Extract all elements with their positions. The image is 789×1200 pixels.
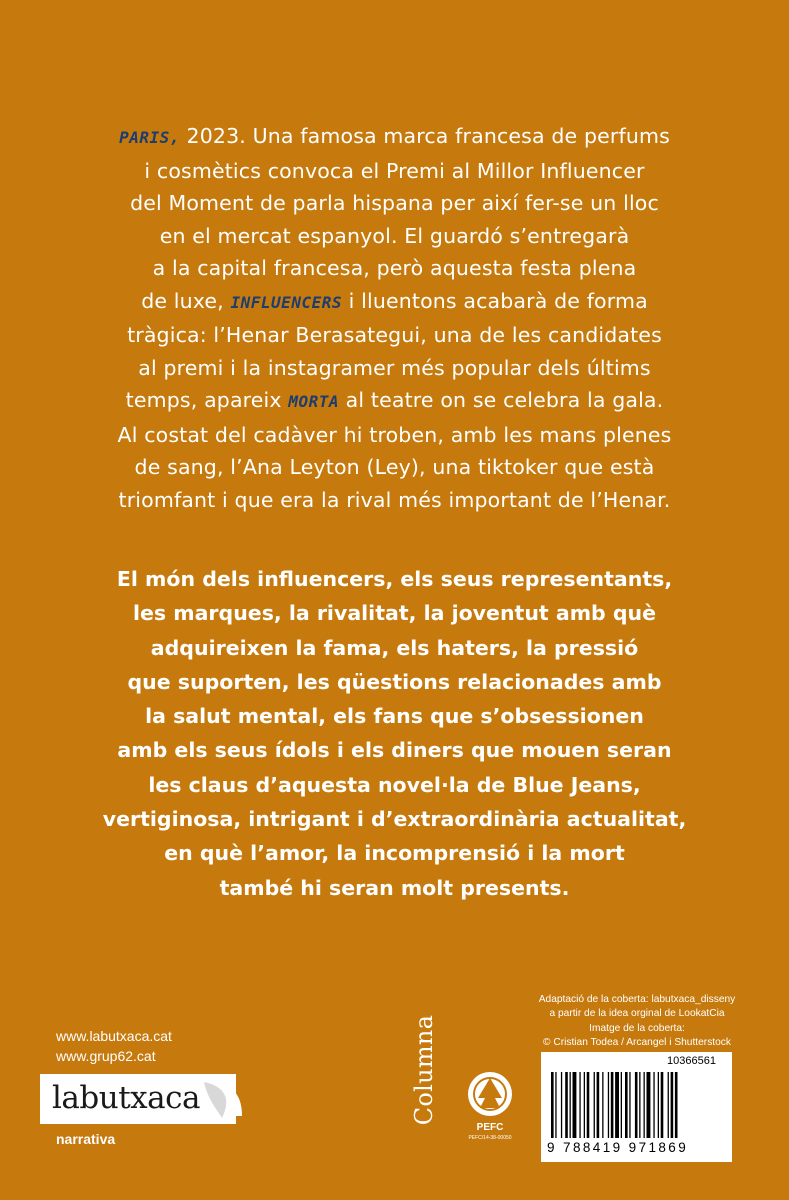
barcode-bar	[675, 1072, 678, 1138]
barcode-bar	[579, 1072, 580, 1138]
website-grup62: www.grup62.cat	[56, 1048, 156, 1064]
credit-line: Adaptació de la coberta: labutxaca_disseny	[538, 994, 736, 1005]
credit-line: © Cristian Todea / Arcangel i Shutterstock	[543, 1037, 731, 1049]
collection-label: narrativa	[56, 1131, 116, 1147]
barcode-bar	[621, 1072, 622, 1138]
website-links	[56, 1026, 172, 1066]
logo-wordmark: labutxaca	[52, 1080, 200, 1116]
barcode-bar	[551, 1072, 554, 1138]
blurb-line: tràgica: l’Henar Berasategui, una de les candidates	[127, 323, 662, 347]
summary-line: les marques, la rivalitat, la joventut amb què	[132, 601, 657, 626]
barcode-bar	[653, 1072, 654, 1138]
isbn-number: 9 788419 971869	[547, 1140, 689, 1155]
summary-line: també hi seran molt presents.	[219, 875, 570, 900]
barcode-bar	[615, 1072, 619, 1138]
blurb-line: temps, apareix MORTA al teatre on se celebra la gala.	[125, 388, 664, 412]
barcode-bar	[661, 1072, 664, 1138]
cover-credits	[506, 993, 768, 1051]
summary-line: la salut mental, els fans que s’obsessionen	[145, 704, 644, 729]
credit-line: Imatge de la coberta:	[589, 1022, 685, 1034]
barcode-bar	[587, 1072, 590, 1138]
barcode-bar	[644, 1072, 645, 1138]
summary-line: adquireixen la fama, els haters, la pressió	[150, 635, 639, 660]
summary-line: El món dels influencers, els seus representants,	[116, 567, 673, 591]
highlight-word: MORTA	[288, 392, 340, 411]
blurb-line: Al costat del cadàver hi troben, amb les mans plenes	[117, 422, 672, 447]
summary-line: que suporten, les qüestions relacionades amb	[127, 669, 662, 694]
credit-line: a partir de la idea orginal de LookatCia	[549, 1008, 725, 1020]
pefc-logo-icon	[466, 1068, 514, 1120]
blurb-line: en el mercat espanyol. El guardó s’entregarà	[159, 223, 630, 248]
publisher-logo	[404, 1000, 444, 1140]
blurb-line: de sang, l’Ana Leyton (Ley), una tiktoker que està	[134, 455, 655, 479]
barcode-bar	[671, 1072, 674, 1138]
barcode-bar	[565, 1072, 568, 1138]
barcode-bar	[658, 1072, 659, 1138]
barcode-bar	[602, 1072, 603, 1138]
blurb-line: de luxe, INFLUENCERS i lluentons acabarà de forma	[141, 288, 648, 313]
barcode-bar	[668, 1072, 669, 1138]
barcode-bar	[561, 1072, 562, 1138]
barcode	[541, 1052, 732, 1162]
blurb-line: al premi i la instagramer més popular dels últims	[138, 355, 651, 380]
summary	[60, 562, 729, 905]
blurb-line: a la capital francesa, però aquesta festa plena	[152, 256, 637, 280]
blurb-line: i cosmètics convoca el Premi al Millor Influencer	[144, 158, 645, 183]
barcode-bar	[635, 1072, 638, 1138]
barcode-bar	[647, 1072, 651, 1138]
summary-line: vertiginosa, intrigant i d’extraordinària actualitat,	[102, 807, 687, 832]
barcode-bar	[608, 1072, 609, 1138]
barcode-bar	[584, 1072, 585, 1138]
barcode-bar	[629, 1072, 630, 1138]
website-labutxaca: www.labutxaca.cat	[56, 1028, 172, 1044]
highlight-word: INFLUENCERS	[230, 292, 342, 312]
highlight-word: PARIS,	[119, 128, 180, 147]
barcode-bar	[597, 1072, 600, 1138]
pefc-code: PEFC/14-38-00050	[468, 1135, 512, 1141]
barcode-bar	[570, 1072, 571, 1138]
pefc-label: PEFC	[476, 1122, 504, 1133]
blurb-line: del Moment de parla hispana per així fer-se un lloc	[130, 191, 659, 215]
barcode-bar	[639, 1072, 640, 1138]
summary-line: en què l’amor, la incomprensió i la mort	[164, 841, 625, 866]
barcode-bars	[551, 1072, 723, 1140]
summary-line: amb els seus ídols i els diners que mouen seran	[117, 738, 672, 763]
barcode-bar	[594, 1072, 595, 1138]
product-code: 10366561	[667, 1055, 716, 1067]
barcode-bar	[555, 1072, 556, 1138]
summary-line: les claus d’aquesta novel·la de Blue Jeans,	[148, 772, 641, 797]
barcode-bar	[573, 1072, 577, 1138]
blurb-line: PARIS, 2023. Una famosa marca francesa de perfums	[119, 124, 670, 148]
page-curl-icon	[198, 1078, 244, 1120]
barcode-bar	[611, 1072, 614, 1138]
blurb	[60, 120, 729, 516]
barcode-bar	[625, 1072, 628, 1138]
publisher-name: Columna	[410, 1014, 438, 1126]
blurb-line: triomfant i que era la rival més important de l’Henar.	[118, 487, 671, 512]
